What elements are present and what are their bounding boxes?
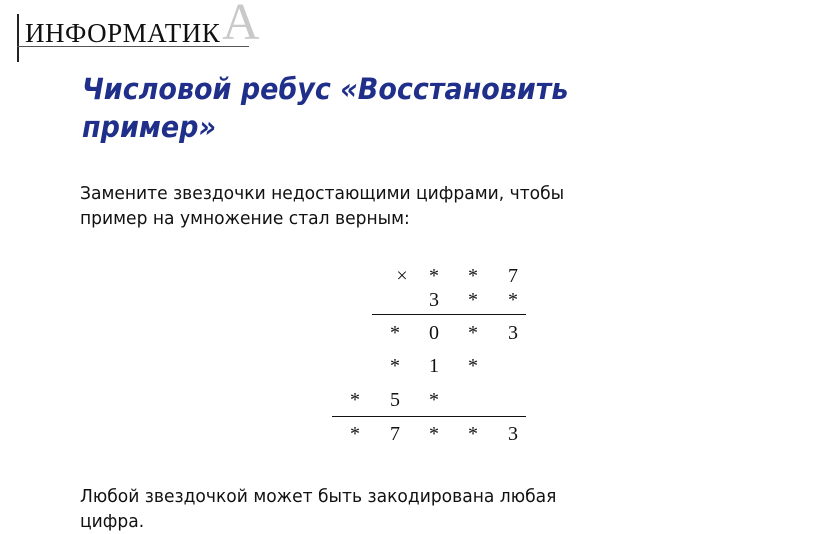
- puzzle-cell: *: [429, 389, 439, 411]
- puzzle-cell: 3: [508, 423, 518, 445]
- puzzle-cell: *: [429, 423, 439, 445]
- puzzle-cell: *: [390, 322, 400, 344]
- puzzle-cell: 3: [429, 289, 439, 311]
- puzzle-cell: *: [468, 355, 478, 377]
- puzzle-cell: *: [468, 265, 478, 287]
- logo-text: ИНФОРМАТИК: [25, 18, 221, 48]
- puzzle-cell: 7: [390, 423, 400, 445]
- puzzle-cell: ×: [396, 265, 408, 287]
- puzzle-cell: *: [429, 265, 439, 287]
- puzzle-cell: *: [350, 423, 360, 445]
- puzzle-cell: *: [508, 289, 518, 311]
- sum-underline: [332, 416, 526, 417]
- puzzle-cell: 5: [390, 389, 400, 411]
- logo-big-letter: А: [222, 0, 260, 51]
- puzzle-cell: 3: [508, 322, 518, 344]
- puzzle-cell: *: [390, 355, 400, 377]
- slide-title: Числовой ребус «Восстановить пример»: [82, 72, 569, 144]
- puzzle-cell: 1: [429, 355, 439, 377]
- puzzle-cell: *: [468, 423, 478, 445]
- footnote: Любой звездочкой может быть закодирована любая цифра.: [80, 486, 557, 532]
- puzzle-cell: *: [468, 289, 478, 311]
- task-instruction: Замените звездочки недостающими цифрами, чтобы пример на умножение стал верным:: [80, 183, 565, 229]
- puzzle-cell: *: [350, 389, 360, 411]
- puzzle-cell: 0: [429, 322, 439, 344]
- multiplier-underline: [372, 314, 526, 315]
- puzzle-cell: *: [468, 322, 478, 344]
- puzzle-cell: 7: [508, 265, 518, 287]
